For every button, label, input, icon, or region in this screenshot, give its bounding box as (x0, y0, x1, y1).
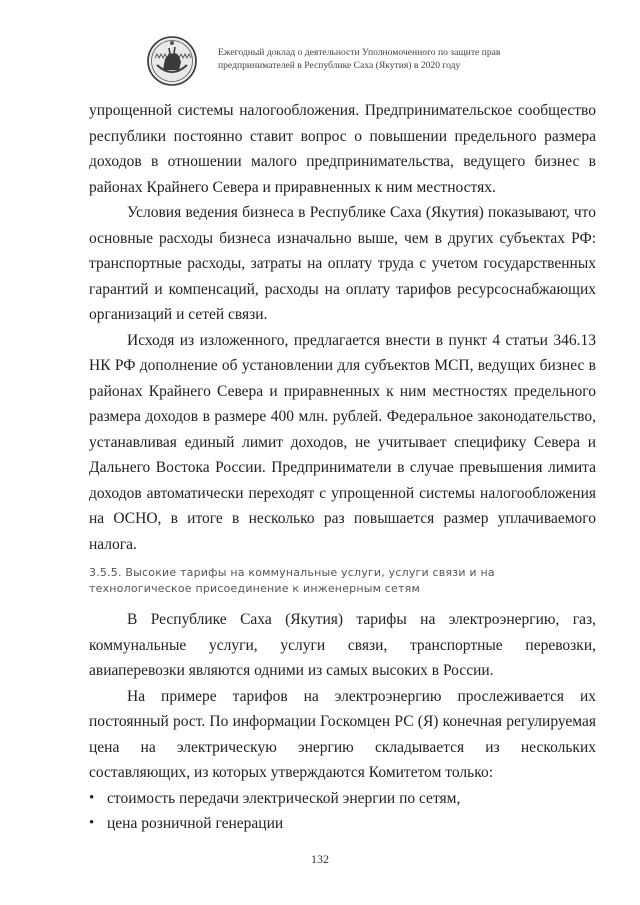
paragraph-3: Исходя из изложенного, предлагается внести в пункт 4 статьи 346.13 НК РФ дополнение об установлении для субъектов МСП, ведущих бизнес в районах Крайнего Севера и приравненных к ним местностях предельного размера доходов в размере 400 млн. рублей. Федеральное законодательство, устанавливая единый лимит доходов, не учитывает специфику Севера и Дальнего Востока России. Предприниматели в случае превышения лимита доходов автоматически переходят с упрощенной системы налогообложения на ОСНО, в итоге в несколько раз повышается размер уплачиваемого налога. (89, 331, 596, 553)
report-title-line-1: Ежегодный доклад о деятельности Уполномоченного по защите прав (218, 47, 501, 58)
report-title (218, 46, 538, 72)
page-number: 132 (311, 852, 329, 866)
report-title-line-2: предпринимателей в Республике Саха (Якутия) в 2020 году (218, 60, 461, 71)
main-text (89, 98, 596, 837)
paragraph-2: Условия ведения бизнеса в Республике Саха (Якутия) показывают, что основные расходы бизнеса изначально выше, чем в других субъектах РФ: транспортные расходы, затраты на оплату труда с учетом государственных гарантий и компенсаций, расходы на оплату тарифов ресурсоснабжающих организаций и сетей связи. (89, 204, 596, 323)
coat-of-arms-emblem-icon (146, 35, 198, 87)
paragraph-1: упрощенной системы налогообложения. Предпринимательское сообщество республики постоянно ставит вопрос о повышении предельного размера доходов в отношении малого предпринимательства, ведущего бизнес в районах Крайнего Севера и приравненных к ним местностях. (89, 102, 596, 196)
paragraph-4: В Республике Саха (Якутия) тарифы на электроэнергию, газ, коммунальные услуги, услуги связи, транспортные перевозки, авиаперевозки являются одними из самых высоких в России. (89, 611, 596, 679)
section-subheading: 3.5.5. Высокие тарифы на коммунальные услуги, услуги связи и на технологическое присоединение к инженерным сетям (89, 566, 495, 595)
page-header (146, 35, 526, 85)
paragraph-5: На примере тарифов на электроэнергию прослеживается их постоянный рост. По информации Госкомцен РС (Я) конечная регулируемая цена на электрическую энергию складывается из нескольких составляющих, из которых утверждаются Комитетом только: (89, 687, 596, 781)
bullet-list (89, 786, 596, 837)
list-item: • стоимость передачи электрической энергии по сетям, (89, 786, 596, 812)
list-item: • цена розничной генерации (89, 811, 596, 837)
